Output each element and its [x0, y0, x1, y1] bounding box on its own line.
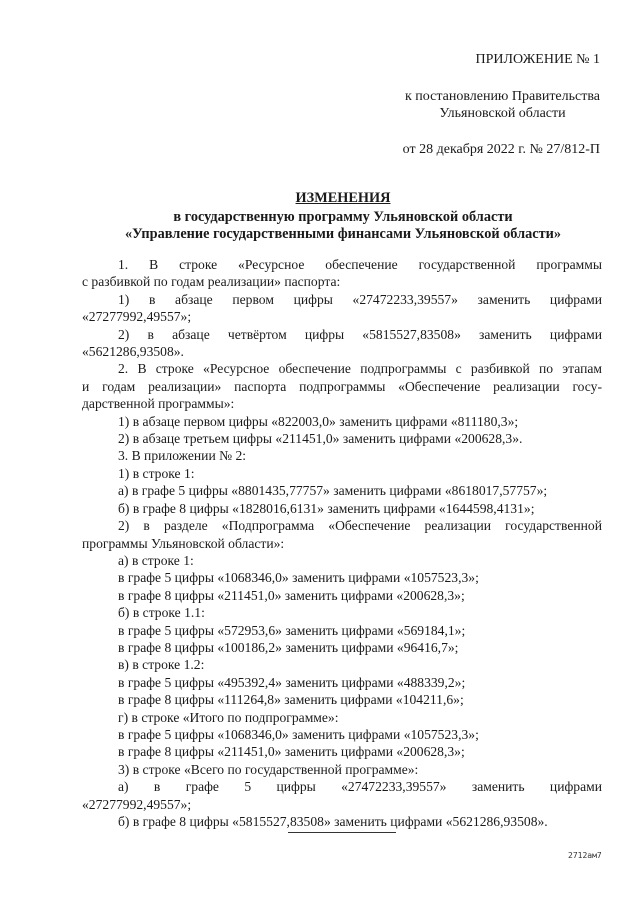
paragraph: 3. В приложении № 2: [118, 448, 247, 464]
doc-title: ИЗМЕНЕНИЯ [295, 190, 391, 206]
paragraph: б) в графе 8 цифры «1828016,6131» заменить цифрами «1644598,4131»; [118, 500, 535, 516]
paragraph: с разбивкой по годам реализации» паспорта: [82, 274, 341, 290]
paragraph: в графе 5 цифры «495392,4» заменить цифрами «488339,2»; [118, 674, 466, 690]
paragraph: «27277992,49557»; [82, 309, 192, 325]
paragraph: в графе 5 цифры «572953,6» заменить цифрами «569184,1»; [118, 622, 466, 638]
paragraph: и годам реализации» паспорта подпрограммы «Обеспечение реализации госу- [82, 378, 602, 394]
paragraph: в графе 5 цифры «1068346,0» заменить цифрами «1057523,3»; [118, 726, 479, 742]
paragraph: в графе 8 цифры «100186,2» заменить цифрами «96416,7»; [118, 639, 459, 655]
paragraph: «27277992,49557»; [82, 796, 192, 812]
end-separator-line [288, 832, 396, 833]
decree-reference [0, 88, 600, 122]
doc-subtitle-2: «Управление государственными финансами Ульяновской области» [124, 226, 562, 242]
paragraph: а) в графе 5 цифры «27472233,39557» заменить цифрами [118, 779, 602, 795]
paragraph: 2. В строке «Ресурсное обеспечение подпрограммы с разбивкой по этапам [118, 361, 602, 377]
paragraph: в графе 8 цифры «111264,8» заменить цифрами «104211,6»; [118, 692, 464, 708]
doc-subtitle-1: в государственную программу Ульяновской области [173, 209, 513, 225]
paragraph: в графе 8 цифры «211451,0» заменить цифрами «200628,3»; [118, 587, 465, 603]
document-code: 2712ам7 [568, 851, 602, 860]
paragraph: в графе 8 цифры «211451,0» заменить цифрами «200628,3»; [118, 744, 465, 760]
paragraph: программы Ульяновской области»: [82, 535, 285, 551]
decree-line-2: Ульяновской области [439, 106, 566, 121]
paragraph: 2) в разделе «Подпрограмма «Обеспечение реализации государственной [118, 518, 602, 534]
paragraph: 2) в абзаце четвёртом цифры «5815527,83508» заменить цифрами [118, 326, 602, 342]
paragraph: «5621286,93508». [82, 344, 184, 360]
paragraph: в) в строке 1.2: [118, 657, 205, 673]
paragraph: а) в строке 1: [118, 552, 194, 568]
paragraph: г) в строке «Итого по подпрограмме»: [118, 709, 339, 725]
decree-date: от 28 декабря 2022 г. № 27/812-П [402, 142, 600, 157]
paragraph: 1. В строке «Ресурсное обеспечение государственной программы [118, 257, 602, 272]
paragraph: в графе 5 цифры «1068346,0» заменить цифрами «1057523,3»; [118, 570, 479, 586]
paragraph: 1) в абзаце первом цифры «27472233,39557» заменить цифрами [118, 291, 602, 307]
paragraph: б) в графе 8 цифры «5815527,83508» заменить цифрами «5621286,93508». [118, 814, 548, 829]
paragraph: 3) в строке «Всего по государственной программе»: [118, 761, 419, 777]
paragraph: б) в строке 1.1: [118, 605, 205, 621]
paragraph: 1) в строке 1: [118, 465, 195, 481]
document-body [82, 256, 602, 830]
paragraph: 1) в абзаце первом цифры «822003,0» заменить цифрами «811180,3»; [118, 413, 519, 429]
annex-number: ПРИЛОЖЕНИЕ № 1 [475, 52, 600, 67]
decree-line-1: к постановлению Правительства [404, 89, 600, 104]
paragraph: 2) в абзаце третьем цифры «211451,0» заменить цифрами «200628,3». [118, 431, 523, 447]
paragraph: а) в графе 5 цифры «8801435,77757» заменить цифрами «8618017,57757»; [118, 483, 548, 499]
paragraph: дарственной программы»: [82, 396, 235, 412]
